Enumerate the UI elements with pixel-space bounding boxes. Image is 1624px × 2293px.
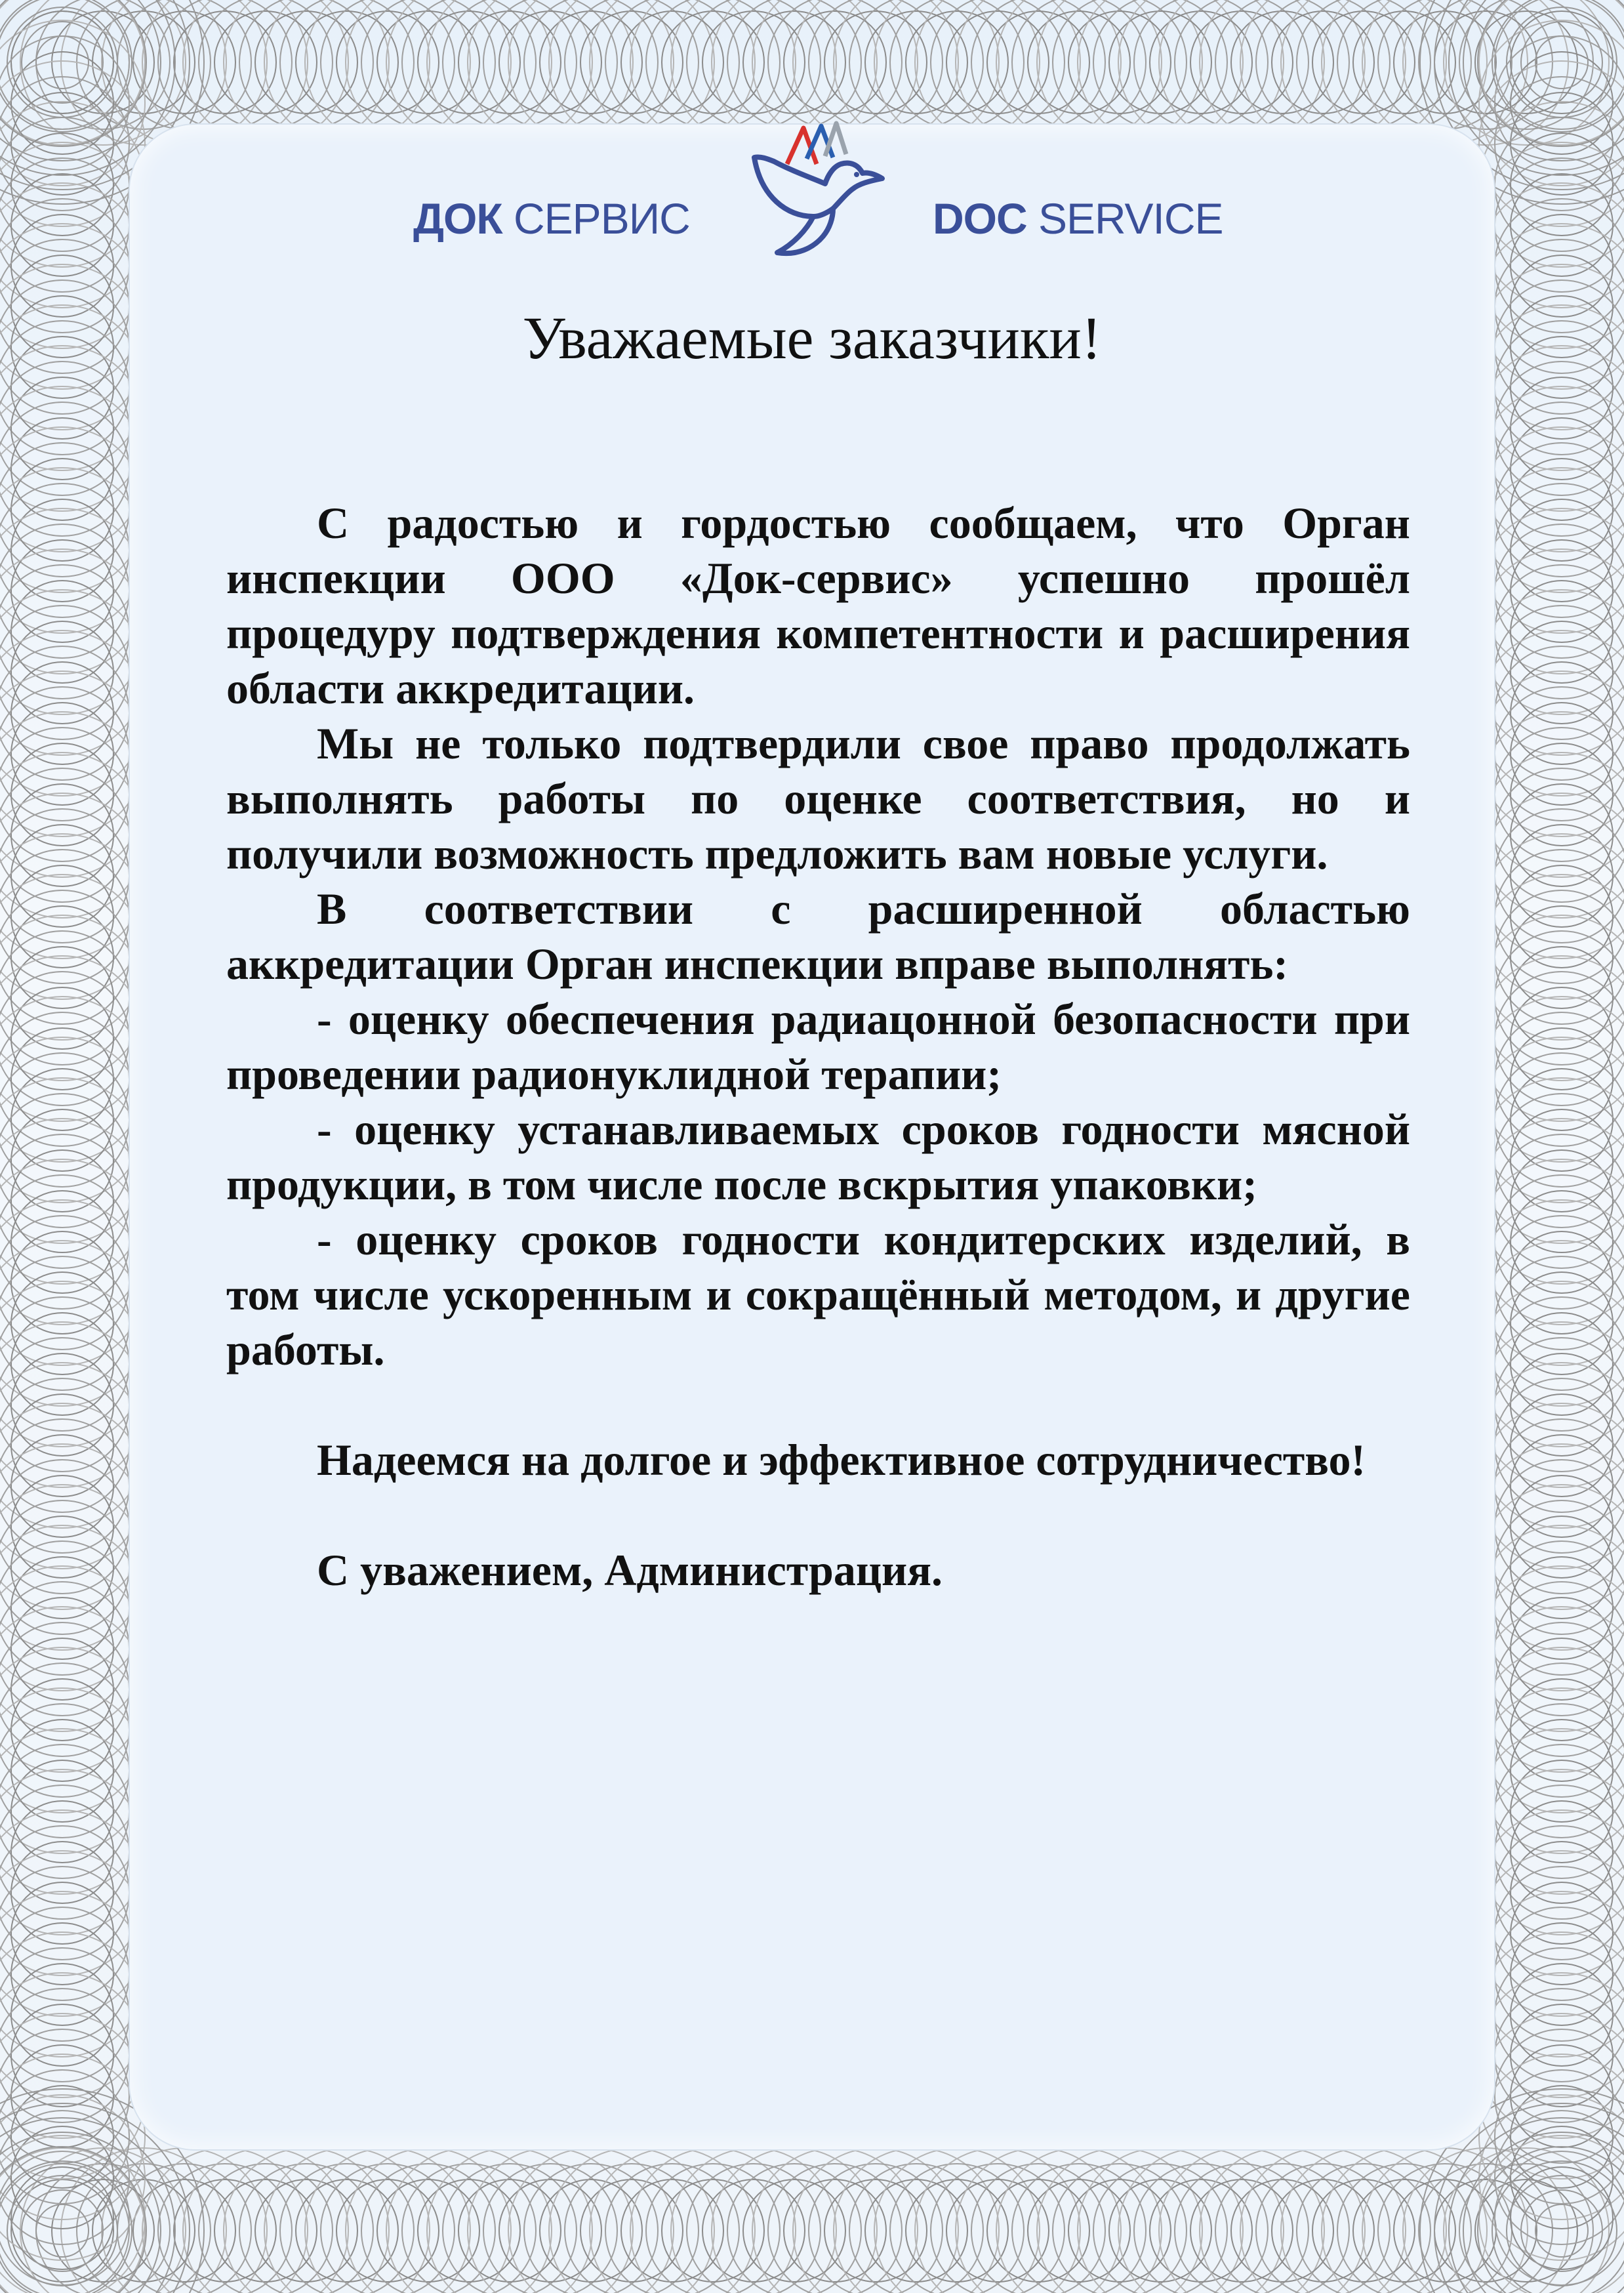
brand-name-ru: ДОК СЕРВИС xyxy=(413,194,690,243)
paragraph-scope-intro: В соответствии с расширенной областью аккредитации Орган инспекции вправе выполнять: xyxy=(226,884,1410,989)
list-item-radiation: - оценку обеспечения радиацонной безопасности при проведении радионуклидной терапии; xyxy=(226,994,1410,1099)
signature-line: С уважением, Администрация. xyxy=(317,1545,943,1595)
dove-icon xyxy=(741,118,892,264)
paragraph-confirmation: Мы не только подтвердили свое право продолжать выполнять работы по оценке соответствия, но и получили возможность предложить вам новые услуги. xyxy=(226,718,1410,878)
paragraph-cooperation: Надеемся на долгое и эффективное сотрудничество! xyxy=(317,1435,1366,1485)
letter-body xyxy=(226,495,1410,1598)
brand-name-en: DOC SERVICE xyxy=(933,194,1223,243)
list-item-meat: - оценку устанавливаемых сроков годности мясной продукции, в том числе после вскрытия упаковки; xyxy=(226,1104,1410,1209)
paragraph-announcement: С радостью и гордостью сообщаем, что Орган инспекции ООО «Док-сервис» успешно прошёл процедуру подтверждения компетентности и расширения области аккредитации. xyxy=(226,498,1410,713)
letter-title: Уважаемые заказчики! xyxy=(522,304,1102,371)
list-item-confectionery: - оценку сроков годности кондитерских изделий, в том числе ускоренным и сокращённый методом, и другие работы. xyxy=(226,1214,1410,1374)
